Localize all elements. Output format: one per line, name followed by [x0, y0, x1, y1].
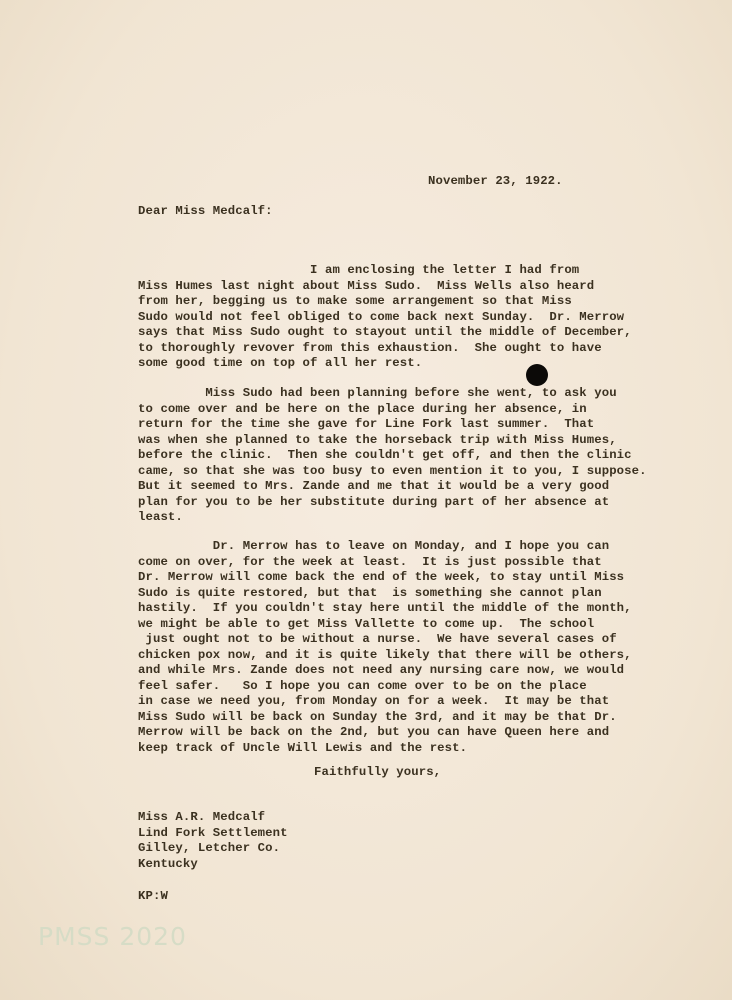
punch-hole [526, 364, 548, 386]
text-line: Miss Sudo had been planning before she went, to ask you [138, 386, 617, 400]
text-line: hastily. If you couldn't stay here until the middle of the month, [138, 601, 632, 615]
closing: Faithfully yours, [314, 765, 442, 779]
text-line: plan for you to be her substitute during part of her absence at [138, 494, 610, 509]
letter-date: November 23, 1922. [428, 174, 563, 188]
text-line: I am enclosing the letter I had from [138, 263, 580, 277]
text-line: But it seemed to Mrs. Zande and me that it would be a very good [138, 479, 610, 493]
paragraph-1 [138, 263, 632, 372]
text-line: come on over, for the week at least. It is just possible that [138, 554, 602, 569]
text-line: to come over and be here on the place during her absence, in [138, 401, 587, 416]
text-line: return for the time she gave for Line Fork last summer. That [138, 417, 595, 431]
text-line: Miss Humes last night about Miss Sudo. Miss Wells also heard [138, 278, 595, 293]
text-line: was when she planned to take the horseback trip with Miss Humes, [138, 432, 617, 447]
text-line: from her, begging us to make some arrangement so that Miss [138, 294, 572, 308]
text-line: some good time on top of all her rest. [138, 356, 423, 370]
typist-initials: KP:W [138, 889, 168, 903]
text-line: Sudo would not feel obliged to come back next Sunday. Dr. Merrow [138, 309, 625, 324]
text-line: Merrow will be back on the 2nd, but you can have Queen here and [138, 725, 610, 739]
text-line: Dr. Merrow has to leave on Monday, and I hope you can [138, 539, 610, 553]
text-line: just ought not to be without a nurse. We have several cases of [138, 632, 617, 646]
text-line: and while Mrs. Zande does not need any nursing care now, we would [138, 663, 625, 677]
text-line: Dr. Merrow will come back the end of the week, to stay until Miss [138, 570, 625, 584]
text-line: we might be able to get Miss Vallette to come up. The school [138, 616, 595, 631]
paragraph-3 [138, 539, 632, 756]
text-line: came, so that she was too busy to even mention it to you, I suppose. [138, 463, 647, 478]
text-line: says that Miss Sudo ought to stayout until the middle of December, [138, 325, 632, 339]
text-line: least. [138, 510, 183, 524]
watermark: PMSS 2020 [38, 922, 187, 951]
text-line: feel safer. So I hope you can come over to be on the place [138, 678, 587, 693]
address-line: Gilley, Letcher Co. [138, 841, 281, 855]
text-line: to thoroughly revover from this exhaustion. She ought to have [138, 340, 602, 355]
salutation: Dear Miss Medcalf: [138, 204, 273, 218]
recipient-address [138, 810, 288, 872]
text-line: before the clinic. Then she couldn't get off, and then the clinic [138, 448, 632, 462]
text-line: in case we need you, from Monday on for a week. It may be that [138, 694, 610, 708]
address-line: Lind Fork Settlement [138, 825, 288, 840]
address-line: Kentucky [138, 856, 198, 871]
text-line: keep track of Uncle Will Lewis and the rest. [138, 740, 468, 755]
paragraph-2 [138, 386, 647, 526]
text-line: Sudo is quite restored, but that is something she cannot plan [138, 585, 602, 600]
text-line: Miss Sudo will be back on Sunday the 3rd, and it may be that Dr. [138, 709, 617, 724]
text-line: chicken pox now, and it is quite likely that there will be others, [138, 647, 632, 662]
address-line: Miss A.R. Medcalf [138, 810, 266, 824]
